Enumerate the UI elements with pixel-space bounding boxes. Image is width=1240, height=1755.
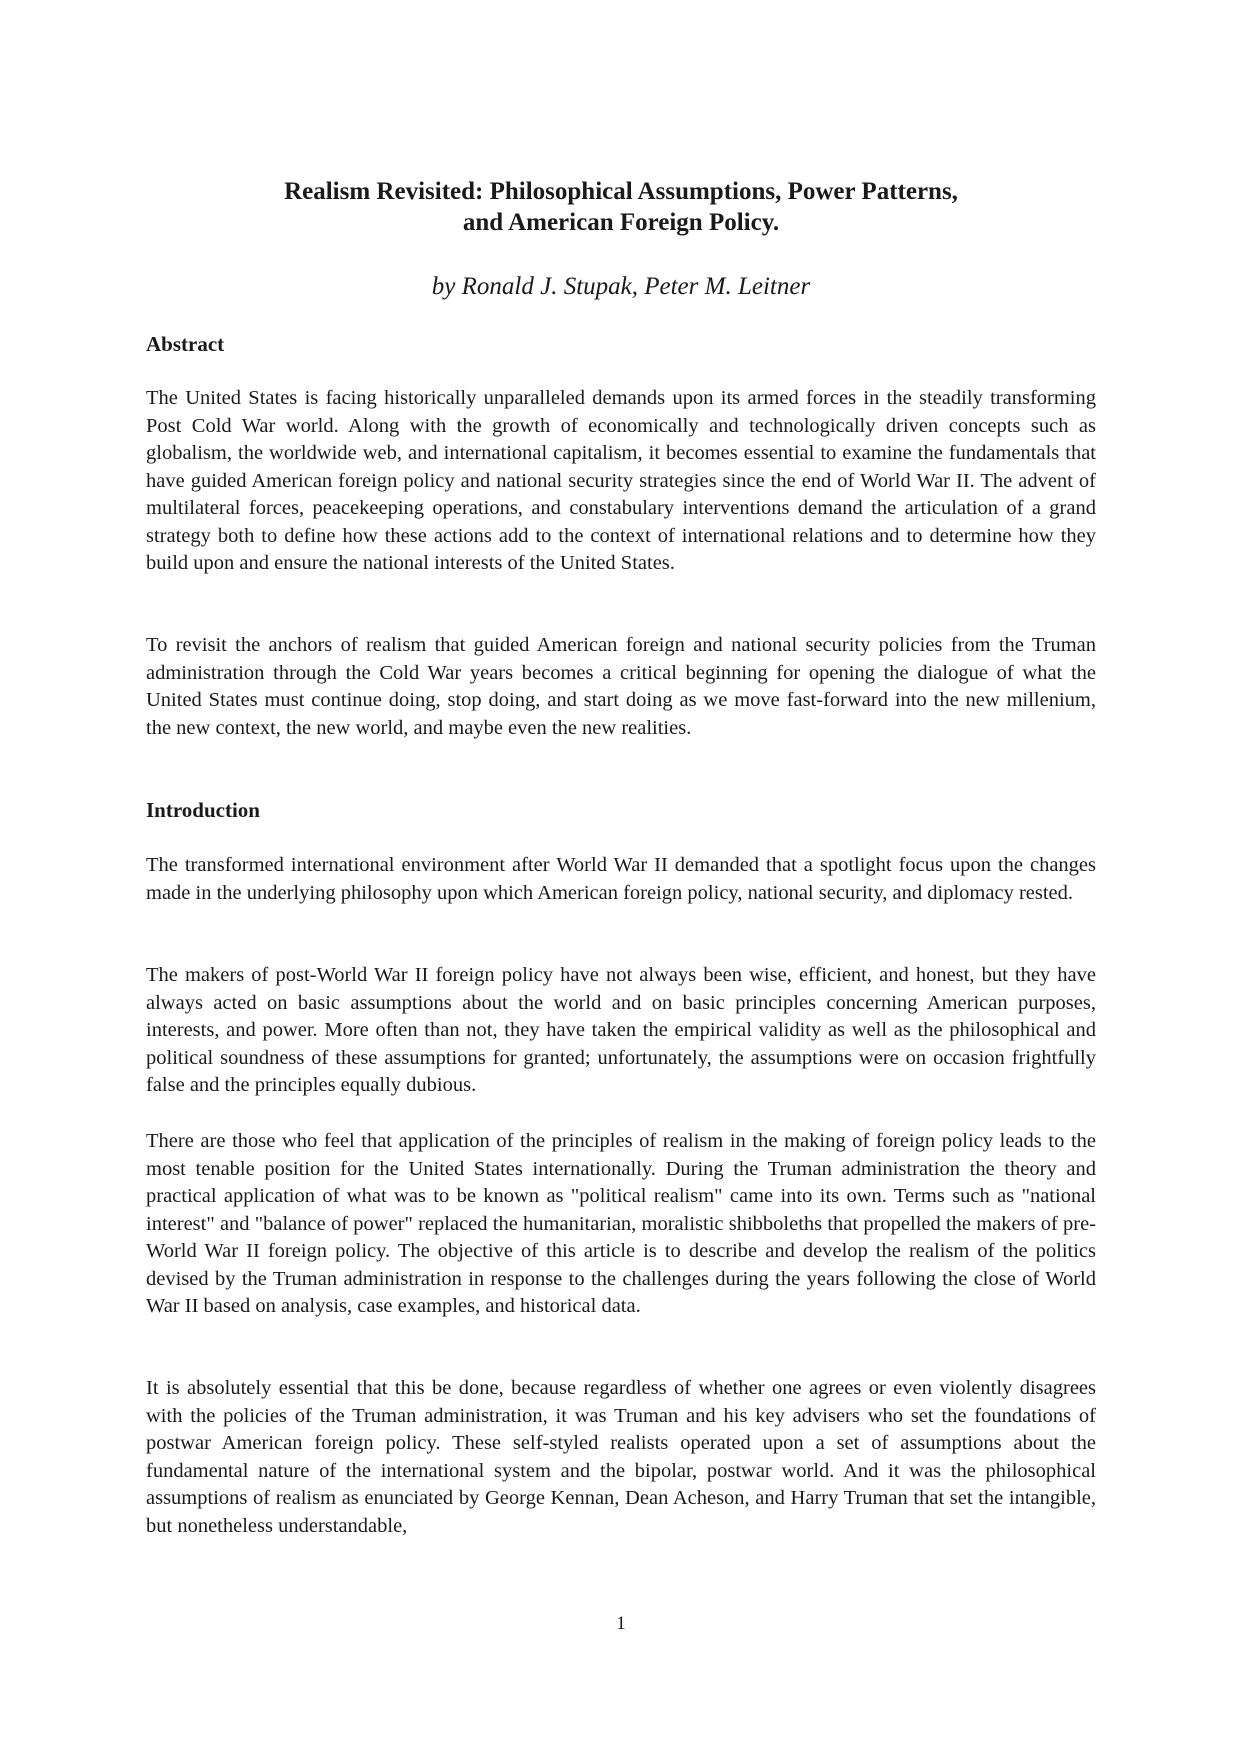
introduction-paragraph-1: The transformed international environment after World War II demanded that a spotlight focus upon the changes made in the underlying philosophy upon which American foreign policy, national security, and diplomacy rested. [146,854,1096,904]
abstract-heading: Abstract [146,332,225,356]
title-line-2: and American Foreign Policy. [462,209,780,236]
document-title [146,176,1096,238]
introduction-paragraph-4: It is absolutely essential that this be done, because regardless of whether one agrees or even violently disagrees with the policies of the Truman administration, it was Truman and his key advisers who set the foundations of postwar American foreign policy. These self-styled realists operated upon a set of assumptions about the fundamental nature of the international system and the bipolar, postwar world. And it was the philosophical assumptions of realism as enunciated by George Kennan, Dean Acheson, and Harry Truman that set the intangible, but nonetheless understandable, [146,1377,1096,1537]
abstract-paragraph-1: The United States is facing historically unparalleled demands upon its armed forces in the steadily transforming Post Cold War world. Along with the growth of economically and technologically driven concepts such as globalism, the worldwide web, and international capitalism, it becomes essential to examine the fundamentals that have guided American foreign policy and national security strategies since the end of World War II. The advent of multilateral forces, peacekeeping operations, and constabulary interventions demand the articulation of a grand strategy both to define how these actions add to the context of international relations and to determine how they build upon and ensure the national interests of the United States. [146,387,1096,574]
author-byline: by Ronald J. Stupak, Peter M. Leitner [431,273,811,300]
introduction-paragraph-2: The makers of post-World War II foreign policy have not always been wise, efficient, and honest, but they have always acted on basic assumptions about the world and on basic principles concerning American purposes, interests, and power. More often than not, they have taken the empirical validity as well as the philosophical and political soundness of these assumptions for granted; unfortunately, the assumptions were on occasion frightfully false and the principles equally dubious. [146,964,1096,1096]
page-number: 1 [616,1613,626,1634]
introduction-paragraph-3: There are those who feel that application of the principles of realism in the making of foreign policy leads to the most tenable position for the United States internationally. During the Truman administration the theory and practical application of what was to be known as "political realism" came into its own. Terms such as "national interest" and "balance of power" replaced the humanitarian, moralistic shibboleths that propelled the makers of pre-World War II foreign policy. The objective of this article is to describe and develop the realism of the politics devised by the Truman administration in response to the challenges during the years following the close of World War II based on analysis, case examples, and historical data. [146,1130,1096,1317]
abstract-paragraph-2: To revisit the anchors of realism that guided American foreign and national security policies from the Truman administration through the Cold War years becomes a critical beginning for opening the dialogue of what the United States must continue doing, stop doing, and start doing as we move fast-forward into the new millenium, the new context, the new world, and maybe even the new realities. [146,634,1096,739]
title-line-1: Realism Revisited: Philosophical Assumptions, Power Patterns, [284,178,958,205]
introduction-heading: Introduction [146,798,260,822]
